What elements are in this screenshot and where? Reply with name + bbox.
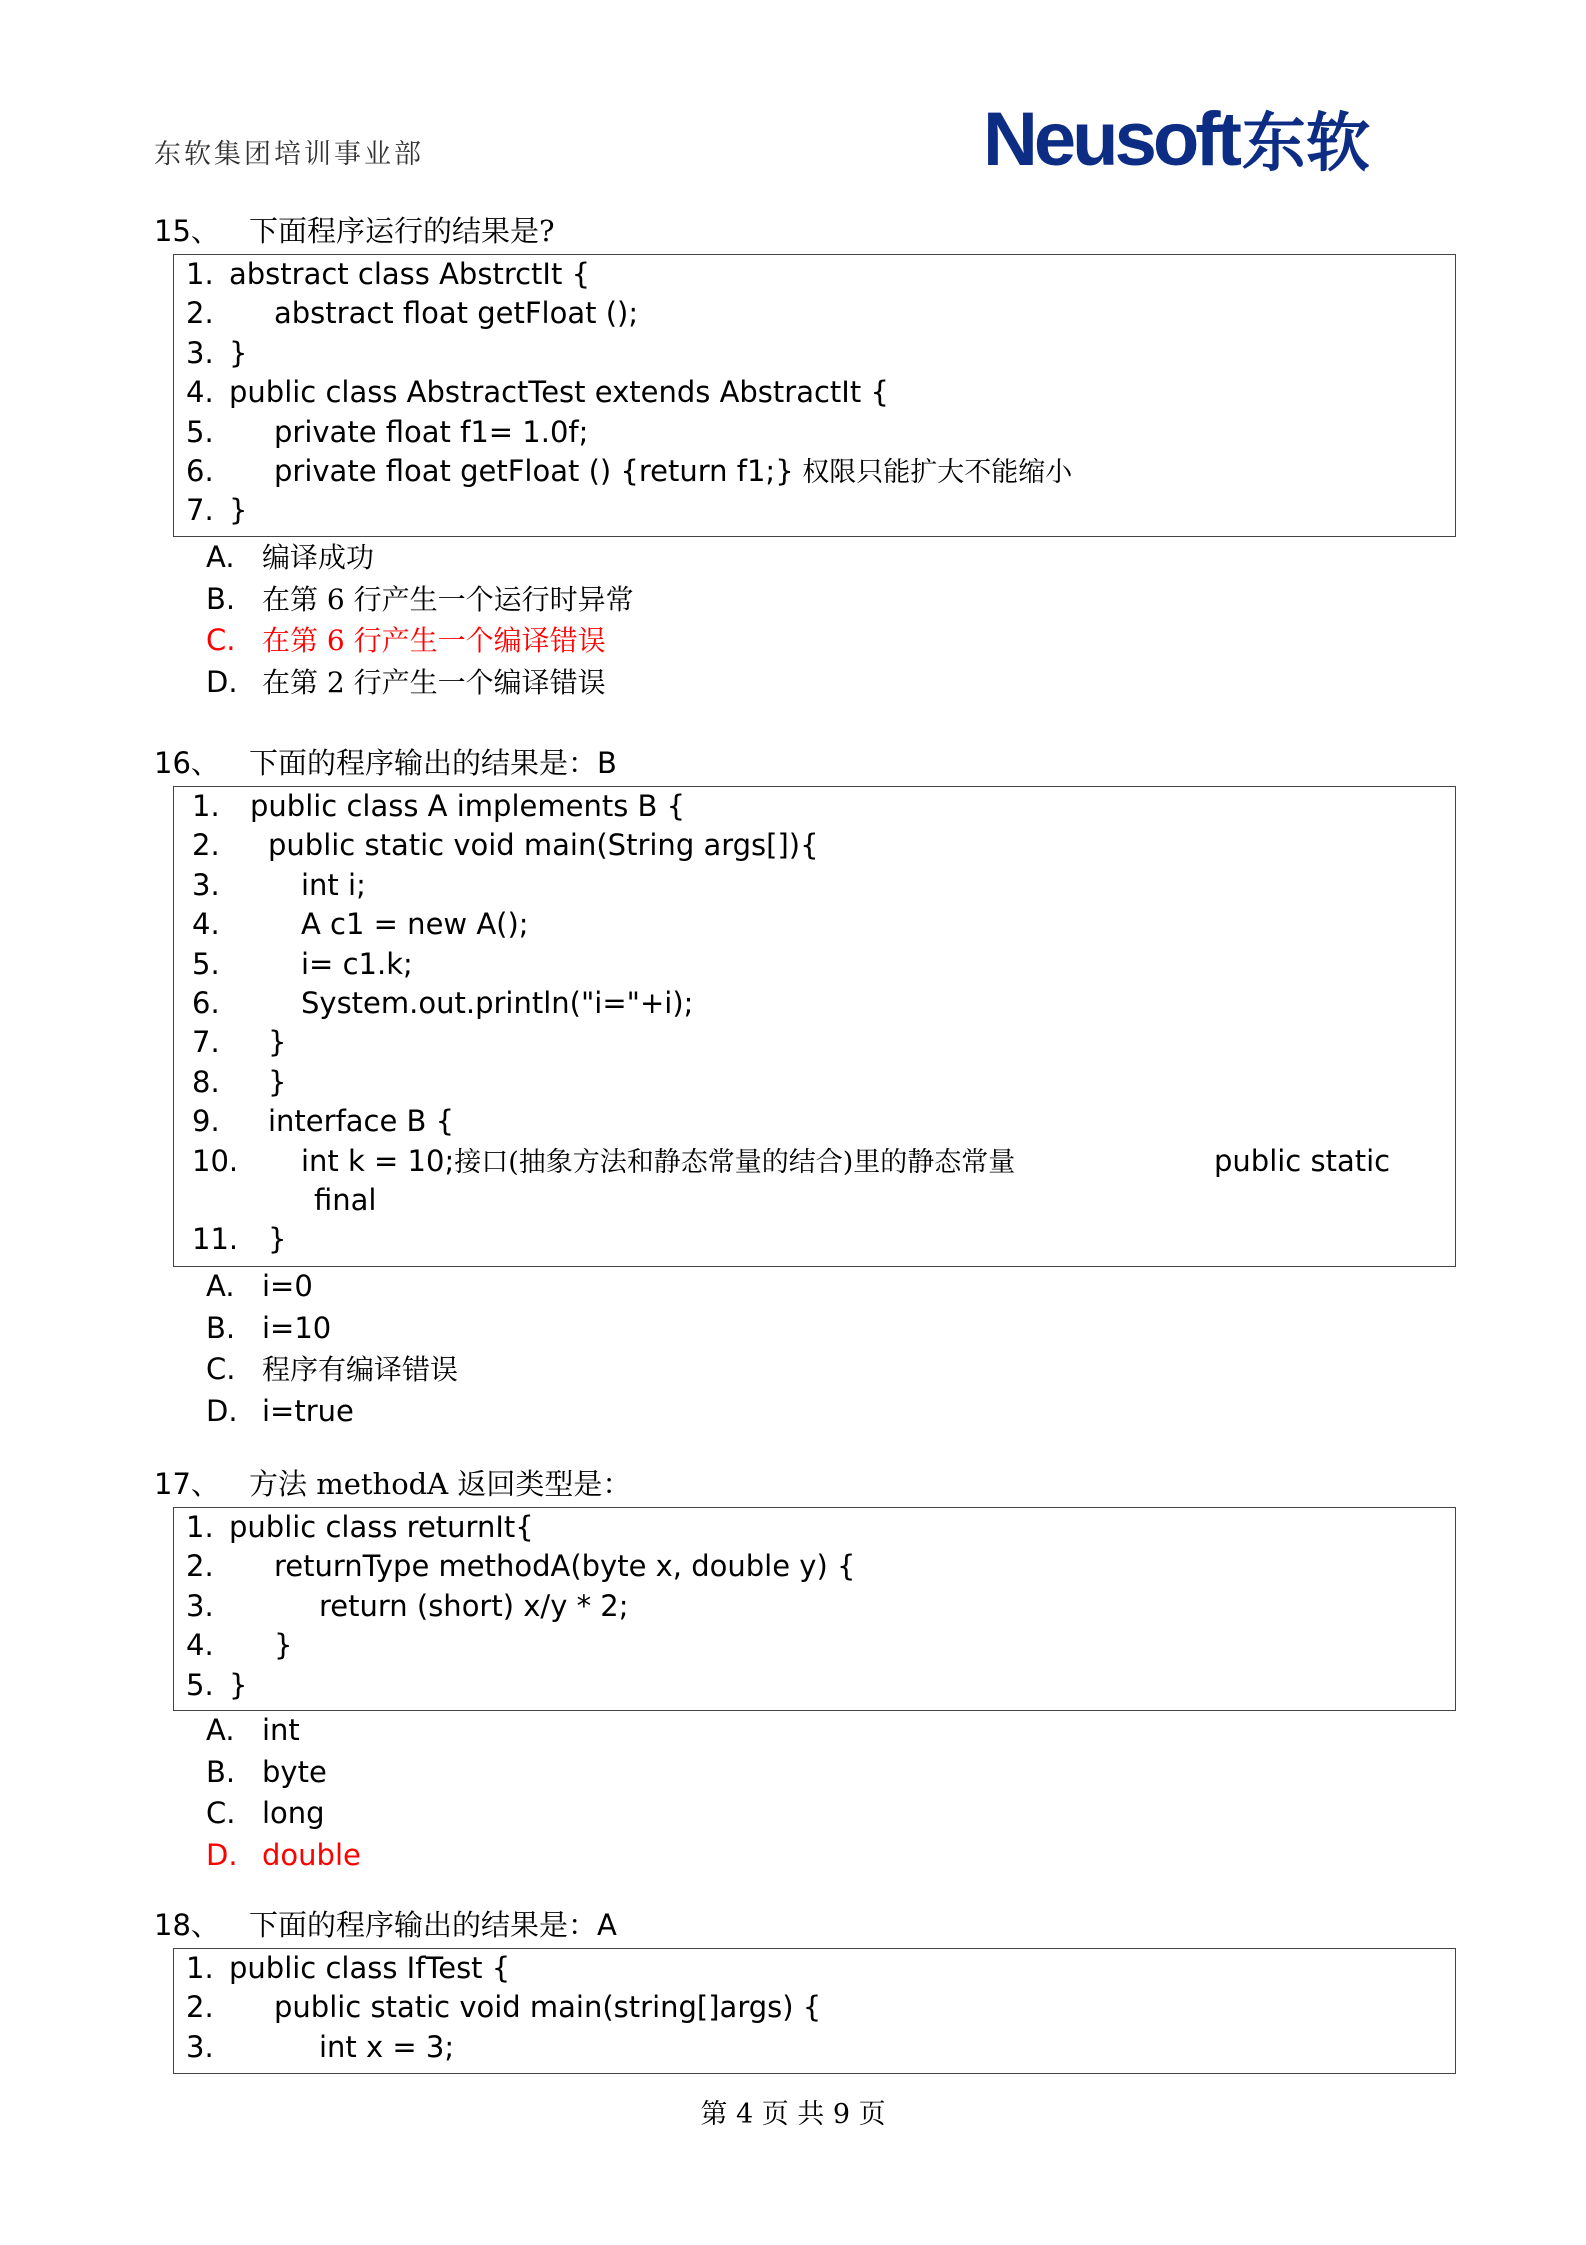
line-number: 8. — [192, 1064, 220, 1099]
question-text: 下面程序运行的结果是? — [249, 214, 555, 248]
code-text: int x = 3; — [319, 2029, 455, 2064]
code-line — [174, 1949, 1455, 1988]
line-number: 4. — [186, 375, 214, 410]
code-line — [174, 334, 1455, 373]
option-label: D. — [206, 1393, 238, 1428]
option-label: C. — [206, 1796, 236, 1830]
line-number: 6. — [192, 985, 220, 1020]
code-line — [174, 945, 1455, 984]
question-text: 下面的程序输出的结果是： — [249, 1908, 598, 1942]
line-number: 1. — [186, 1951, 214, 1985]
option-label: A. — [206, 1713, 235, 1747]
line-number: 5. — [192, 946, 220, 981]
header-department: 东软集团培训事业部 — [154, 139, 424, 170]
code-text: } — [229, 493, 248, 528]
code-text: } — [268, 1025, 287, 1060]
code-line — [174, 1587, 1455, 1626]
question-answer: A — [597, 1908, 617, 1942]
option-text: i=true — [262, 1393, 354, 1428]
line-number: 6. — [186, 453, 214, 488]
code-box — [173, 254, 1456, 537]
line-number: 3. — [192, 867, 220, 902]
code-text: } — [229, 1667, 248, 1702]
question-title — [154, 1905, 617, 1945]
code-line — [174, 826, 1455, 865]
line-number: 4. — [186, 1628, 214, 1663]
code-text: private float f1= 1.0f; — [274, 414, 589, 449]
code-box — [173, 1948, 1456, 2074]
code-text: public class AbstractTest extends AbstractIt { — [229, 375, 889, 410]
code-line — [174, 1547, 1455, 1586]
code-text: abstract float getFloat (); — [274, 296, 639, 331]
question-title — [154, 743, 617, 783]
code-line — [174, 1023, 1455, 1062]
code-line — [174, 1988, 1455, 2027]
code-text: public static void main(string[]args) { — [274, 1990, 822, 2025]
page-footer: 第 4 页 共 9 页 — [700, 2099, 886, 2130]
option-a — [206, 537, 634, 579]
code-text: System.out.println("i="+i); — [301, 985, 694, 1020]
line-number: 1. — [186, 1510, 214, 1544]
question-title — [154, 211, 555, 251]
logo-cn: 东软 — [1241, 107, 1370, 179]
option-c — [206, 1349, 458, 1391]
code-comment-tail: public static — [1214, 1143, 1391, 1178]
option-a — [206, 1266, 458, 1308]
code-text: returnType methodA(byte x, double y) { — [274, 1549, 856, 1584]
line-number: 2. — [186, 1549, 214, 1584]
line-number: 11. — [192, 1222, 239, 1257]
question-answer: B — [597, 746, 617, 780]
options-list — [206, 1266, 458, 1432]
option-label: C. — [206, 623, 236, 657]
line-number: 2. — [192, 828, 220, 863]
code-text: } — [268, 1222, 287, 1257]
line-number: 10. — [192, 1143, 239, 1178]
code-line — [174, 1508, 1455, 1547]
code-text: return (short) x/y * 2; — [319, 1588, 629, 1623]
option-text: 在第 2 行产生一个编译错误 — [262, 665, 606, 699]
option-a — [206, 1710, 361, 1752]
question-text: 下面的程序输出的结果是： — [249, 746, 598, 780]
code-text: i= c1.k; — [301, 946, 413, 981]
code-line — [174, 984, 1455, 1023]
line-number: 1. — [186, 257, 214, 291]
line-number: 7. — [186, 493, 214, 528]
option-text: 在第 6 行产生一个编译错误 — [262, 624, 606, 657]
line-number: 5. — [186, 414, 214, 449]
code-text: public class IfTest { — [229, 1951, 511, 1985]
code-comment: 权限只能扩大不能缩小 — [793, 456, 1073, 488]
option-text: 在第 6 行产生一个运行时异常 — [262, 582, 634, 616]
code-text: final — [314, 1182, 377, 1217]
code-line — [174, 1626, 1455, 1665]
code-text: } — [268, 1064, 287, 1099]
code-line — [174, 1063, 1455, 1102]
option-text: int — [262, 1713, 300, 1747]
code-text: } — [229, 335, 248, 370]
code-line — [174, 413, 1455, 452]
option-c — [206, 620, 634, 662]
code-line — [174, 294, 1455, 333]
line-number: 3. — [186, 335, 214, 370]
code-line — [174, 452, 1455, 491]
line-number: 5. — [186, 1667, 214, 1702]
option-c — [206, 1793, 361, 1835]
code-text: public static void main(String args[]){ — [268, 828, 819, 863]
code-text: abstract class AbstrctIt { — [229, 257, 591, 291]
question-number: 15、 — [154, 214, 220, 248]
code-box — [173, 786, 1456, 1267]
option-label: B. — [206, 1310, 236, 1345]
question-number: 18、 — [154, 1908, 220, 1942]
code-text: } — [274, 1628, 293, 1663]
option-b — [206, 1308, 458, 1350]
option-label: C. — [206, 1352, 236, 1386]
code-text: interface B { — [268, 1104, 455, 1139]
option-label: D. — [206, 664, 238, 699]
code-line — [174, 1220, 1455, 1259]
code-line — [174, 787, 1455, 826]
option-label: A. — [206, 1269, 235, 1303]
code-line — [174, 491, 1455, 530]
option-text: 程序有编译错误 — [262, 1353, 459, 1386]
code-line — [174, 1666, 1455, 1705]
option-text: long — [262, 1796, 325, 1830]
question-number: 17、 — [154, 1467, 220, 1501]
line-number: 1. — [192, 789, 220, 823]
option-d — [206, 662, 634, 704]
code-line — [174, 1142, 1455, 1181]
line-number: 9. — [192, 1104, 220, 1139]
code-line — [174, 373, 1455, 412]
option-text: i=0 — [262, 1269, 313, 1303]
neusoft-logo — [983, 92, 1370, 184]
code-line — [174, 905, 1455, 944]
question-number: 16、 — [154, 746, 220, 780]
code-comment: 接口(抽象方法和静态常量的结合)里的静态常量 — [454, 1146, 1016, 1178]
code-text: public class A implements B { — [250, 789, 686, 823]
option-d — [206, 1835, 361, 1877]
code-text: int i; — [301, 867, 366, 902]
question-text: 方法 methodA 返回类型是： — [249, 1467, 632, 1501]
option-d — [206, 1391, 458, 1433]
option-b — [206, 1752, 361, 1794]
option-text: i=10 — [262, 1310, 332, 1345]
question-title — [154, 1464, 631, 1504]
option-label: B. — [206, 1754, 236, 1789]
options-list — [206, 537, 634, 703]
code-line — [174, 2028, 1455, 2067]
line-number: 3. — [186, 2029, 214, 2064]
option-text: 编译成功 — [262, 541, 375, 574]
option-label: B. — [206, 581, 236, 616]
option-text: double — [262, 1837, 361, 1872]
code-box — [173, 1507, 1456, 1711]
options-list — [206, 1710, 361, 1876]
option-label: A. — [206, 540, 235, 574]
line-number: 2. — [186, 1990, 214, 2025]
option-text: byte — [262, 1754, 327, 1789]
code-line — [174, 866, 1455, 905]
line-number: 2. — [186, 296, 214, 331]
line-number: 4. — [192, 907, 220, 942]
line-number: 3. — [186, 1588, 214, 1623]
option-label: D. — [206, 1837, 238, 1872]
code-text: private float getFloat () {return f1;} — [274, 453, 794, 488]
code-text: A c1 = new A(); — [301, 907, 529, 942]
code-line — [174, 1181, 1455, 1220]
code-line — [174, 255, 1455, 294]
line-number: 7. — [192, 1025, 220, 1060]
option-b — [206, 579, 634, 621]
code-text: public class returnIt{ — [229, 1510, 534, 1544]
code-line — [174, 1102, 1455, 1141]
logo-text: Neusoft — [983, 97, 1238, 182]
code-text: int k = 10; — [301, 1143, 455, 1178]
